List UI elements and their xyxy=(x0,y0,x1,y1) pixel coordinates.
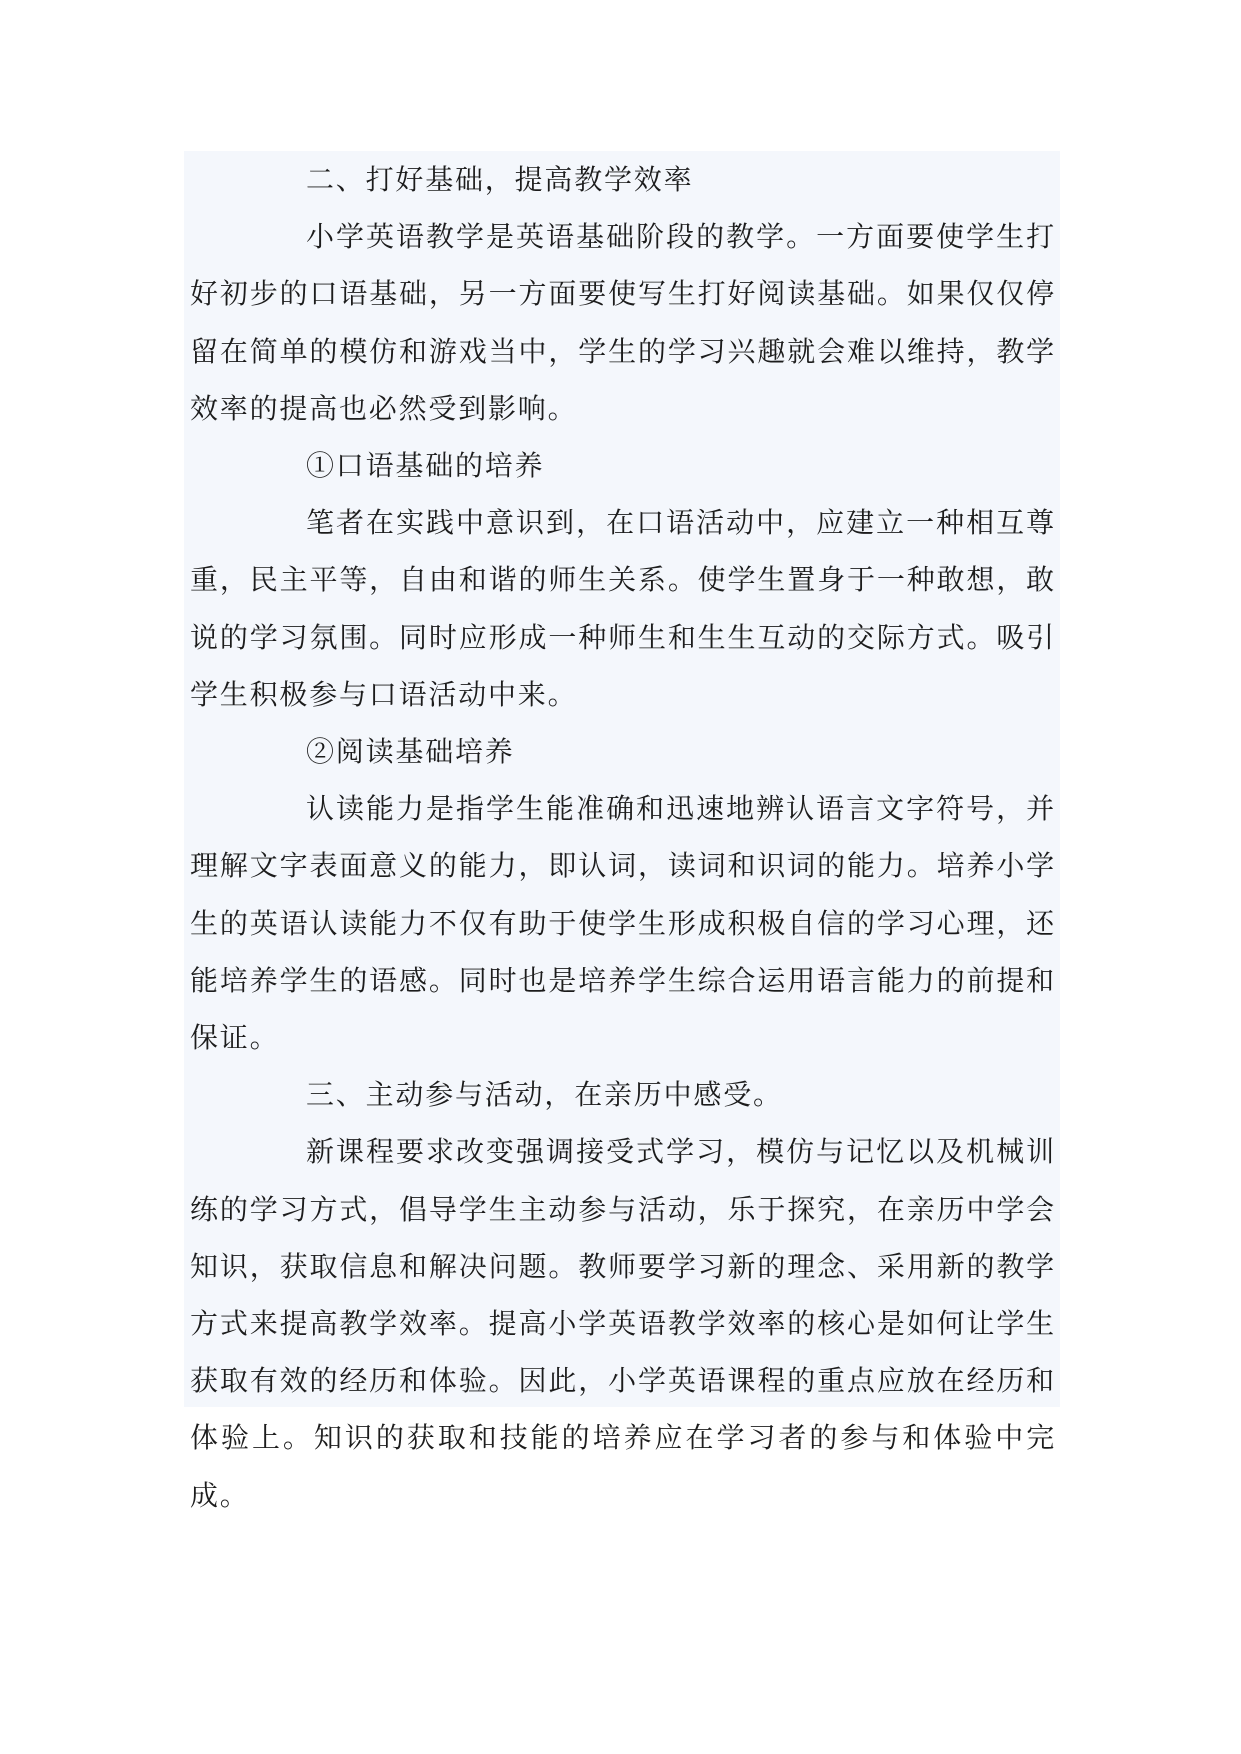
section-heading-2: 二、打好基础，提高教学效率 xyxy=(306,163,694,196)
subheading-oral-foundation: ①口语基础的培养 xyxy=(306,449,545,483)
paragraph-3: 认读能力是指学生能准确和迅速地辨认语言文字符号，并理解文字表面意义的能力，即认词，读词和识词的能力。培养小学生的英语认读能力不仅有助于使学生形成积极自信的学习心理，还能培养学生的语感。同时也是培养学生综合运用语言能力的前提和保证。 xyxy=(190,792,1056,1055)
subheading-reading-foundation: ②阅读基础培养 xyxy=(306,735,515,769)
document-body xyxy=(190,151,1056,1524)
section-heading-3: 三、主动参与活动，在亲历中感受。 xyxy=(306,1078,783,1112)
paragraph-1: 小学英语教学是英语基础阶段的教学。一方面要使学生打好初步的口语基础，另一方面要使写生打好阅读基础。如果仅仅停留在简单的模仿和游戏当中，学生的学习兴趣就会难以维持，教学效率的提高也必然受到影响。 xyxy=(190,220,1056,425)
paragraph-4: 新课程要求改变强调接受式学习，模仿与记忆以及机械训练的学习方式，倡导学生主动参与活动，乐于探究，在亲历中学会知识，获取信息和解决问题。教师要学习新的理念、采用新的教学方式来提高教学效率。提高小学英语教学效率的核心是如何让学生获取有效的经历和体验。因此，小学英语课程的重点应放在经历和体验上。知识的获取和技能的培养应在学习者的参与和体验中完成。 xyxy=(190,1135,1056,1512)
paragraph-2: 笔者在实践中意识到，在口语活动中，应建立一种相互尊重，民主平等，自由和谐的师生关系。使学生置身于一种敢想，敢说的学习氛围。同时应形成一种师生和生生互动的交际方式。吸引学生积极参与口语活动中来。 xyxy=(190,506,1056,711)
